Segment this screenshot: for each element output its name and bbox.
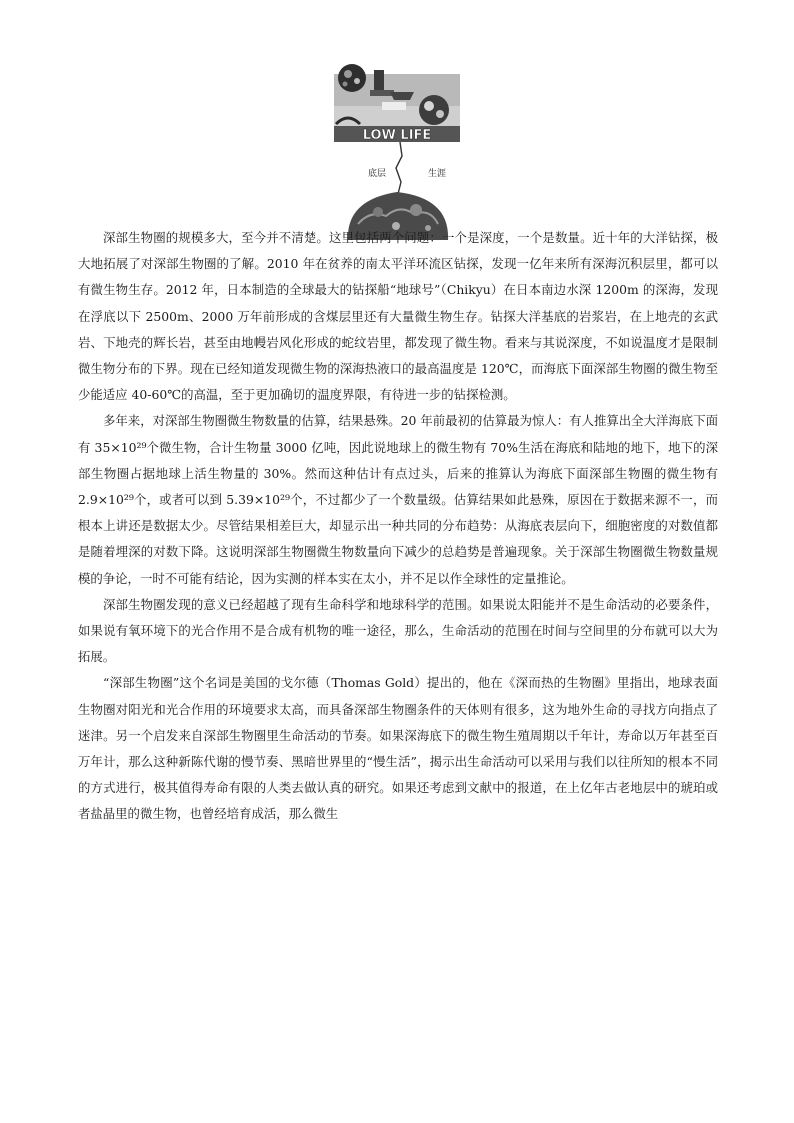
figure-label-right: 生涯 <box>428 169 447 179</box>
paragraph-depth: 深部生物圈的规模多大，至今并不清楚。这里包括两个问题：一个是深度，一个是数量。近十年的大洋钻探，极大地拓展了对深部生物圈的了解。2010 年在贫养的南太平洋环流区钻探，发现一亿年来所有深海沉积层里，都可以有微生物生存。2012 年，日本制造的全球最大的钻探船“地球号”（Chikyu）在日本南边水深 1200m 的深海，发现在浮底以下 2500m、2000 万年前形成的含煤层里还有大量微生物生存。钻探大洋基底的岩浆岩，在上地壳的玄武岩、下地壳的辉长岩，甚至由地幔岩风化形成的蛇纹岩里，都发现了微生物。看来与其说深度，不如说温度才是限制微生物分布的下界。现在已经知道发现微生物的深海热液口的最高温度是 120℃，而海底下面深部生物圈的微生物至少能适应 40-60℃的高温，至于更加确切的温度界限，有待进一步的钻探检测。 <box>78 230 718 403</box>
paragraph-quantity: 多年来，对深部生物圈微生物数量的估算，结果悬殊。20 年前最初的估算最为惊人：有人推算出全大洋海底下面有 35×10²⁹个微生物，合计生物量 3000 亿吨，因此说地球上的微生物有 70%生活在海底和陆地的地下，地下的深部生物圈占据地球上活生物量的 30%。然而这种估计有点过头，后来的推算认为海底下面深部生物圈的微生物有 2.9×10²⁹个，或者可以到 5.39×10²⁹个，不过都少了一个数量级。估算结果如此悬殊，原因在于数据来源不一，而根本上讲还是数据太少。尽管结果相差巨大，却显示出一种共同的分布趋势：从海底表层向下，细胞密度的对数值都是随着埋深的对数下降。这说明深部生物圈微生物数量向下减少的总趋势是普遍现象。关于深部生物圈微生物数量规模的争论，一时不可能有结论，因为实测的样本实在太小，并不足以作全球性的定量推论。 <box>78 413 718 586</box>
low-life-illustration <box>330 64 464 240</box>
figure-label-left: 底层 <box>368 169 387 179</box>
banner-text: LOW LIFE <box>362 128 432 143</box>
paragraph-significance: 深部生物圈发现的意义已经超越了现有生命科学和地球科学的范围。如果说太阳能并不是生命活动的必要条件，如果说有氧环境下的光合作用不是合成有机物的唯一途径，那么，生命活动的范围在时间与空间里的分布就可以大为拓展。 <box>78 596 718 665</box>
drill-line <box>396 142 402 194</box>
paragraph-gold: “深部生物圈”这个名词是美国的戈尔德（Thomas Gold）提出的，他在《深而热的生物圈》里指出，地球表面生物圈对阳光和光合作用的环境要求太高，而具备深部生物圈条件的天体则有很多，这为地外生命的寻找方向指点了迷津。另一个启发来自深部生物圈里生命活动的节奏。如果深海底下的微生物生殖周期以千年计，寿命以万年甚至百万年计，那么这种新陈代谢的慢节奏、黑暗世界里的“慢生活”，揭示出生命活动可以采用与我们以往所知的根本不同的方式进行，极其值得寿命有限的人类去做认真的研究。如果还考虑到文献中的报道，在上亿年古老地层中的琥珀或者盐晶里的微生物，也曾经培育成活，那么微生 <box>78 675 718 822</box>
drill-rig-icon <box>374 70 384 92</box>
article-body <box>78 225 718 828</box>
ship-icon <box>390 92 414 100</box>
microbe-cell-icon <box>419 95 449 125</box>
microbe-sphere-icon <box>338 64 366 92</box>
